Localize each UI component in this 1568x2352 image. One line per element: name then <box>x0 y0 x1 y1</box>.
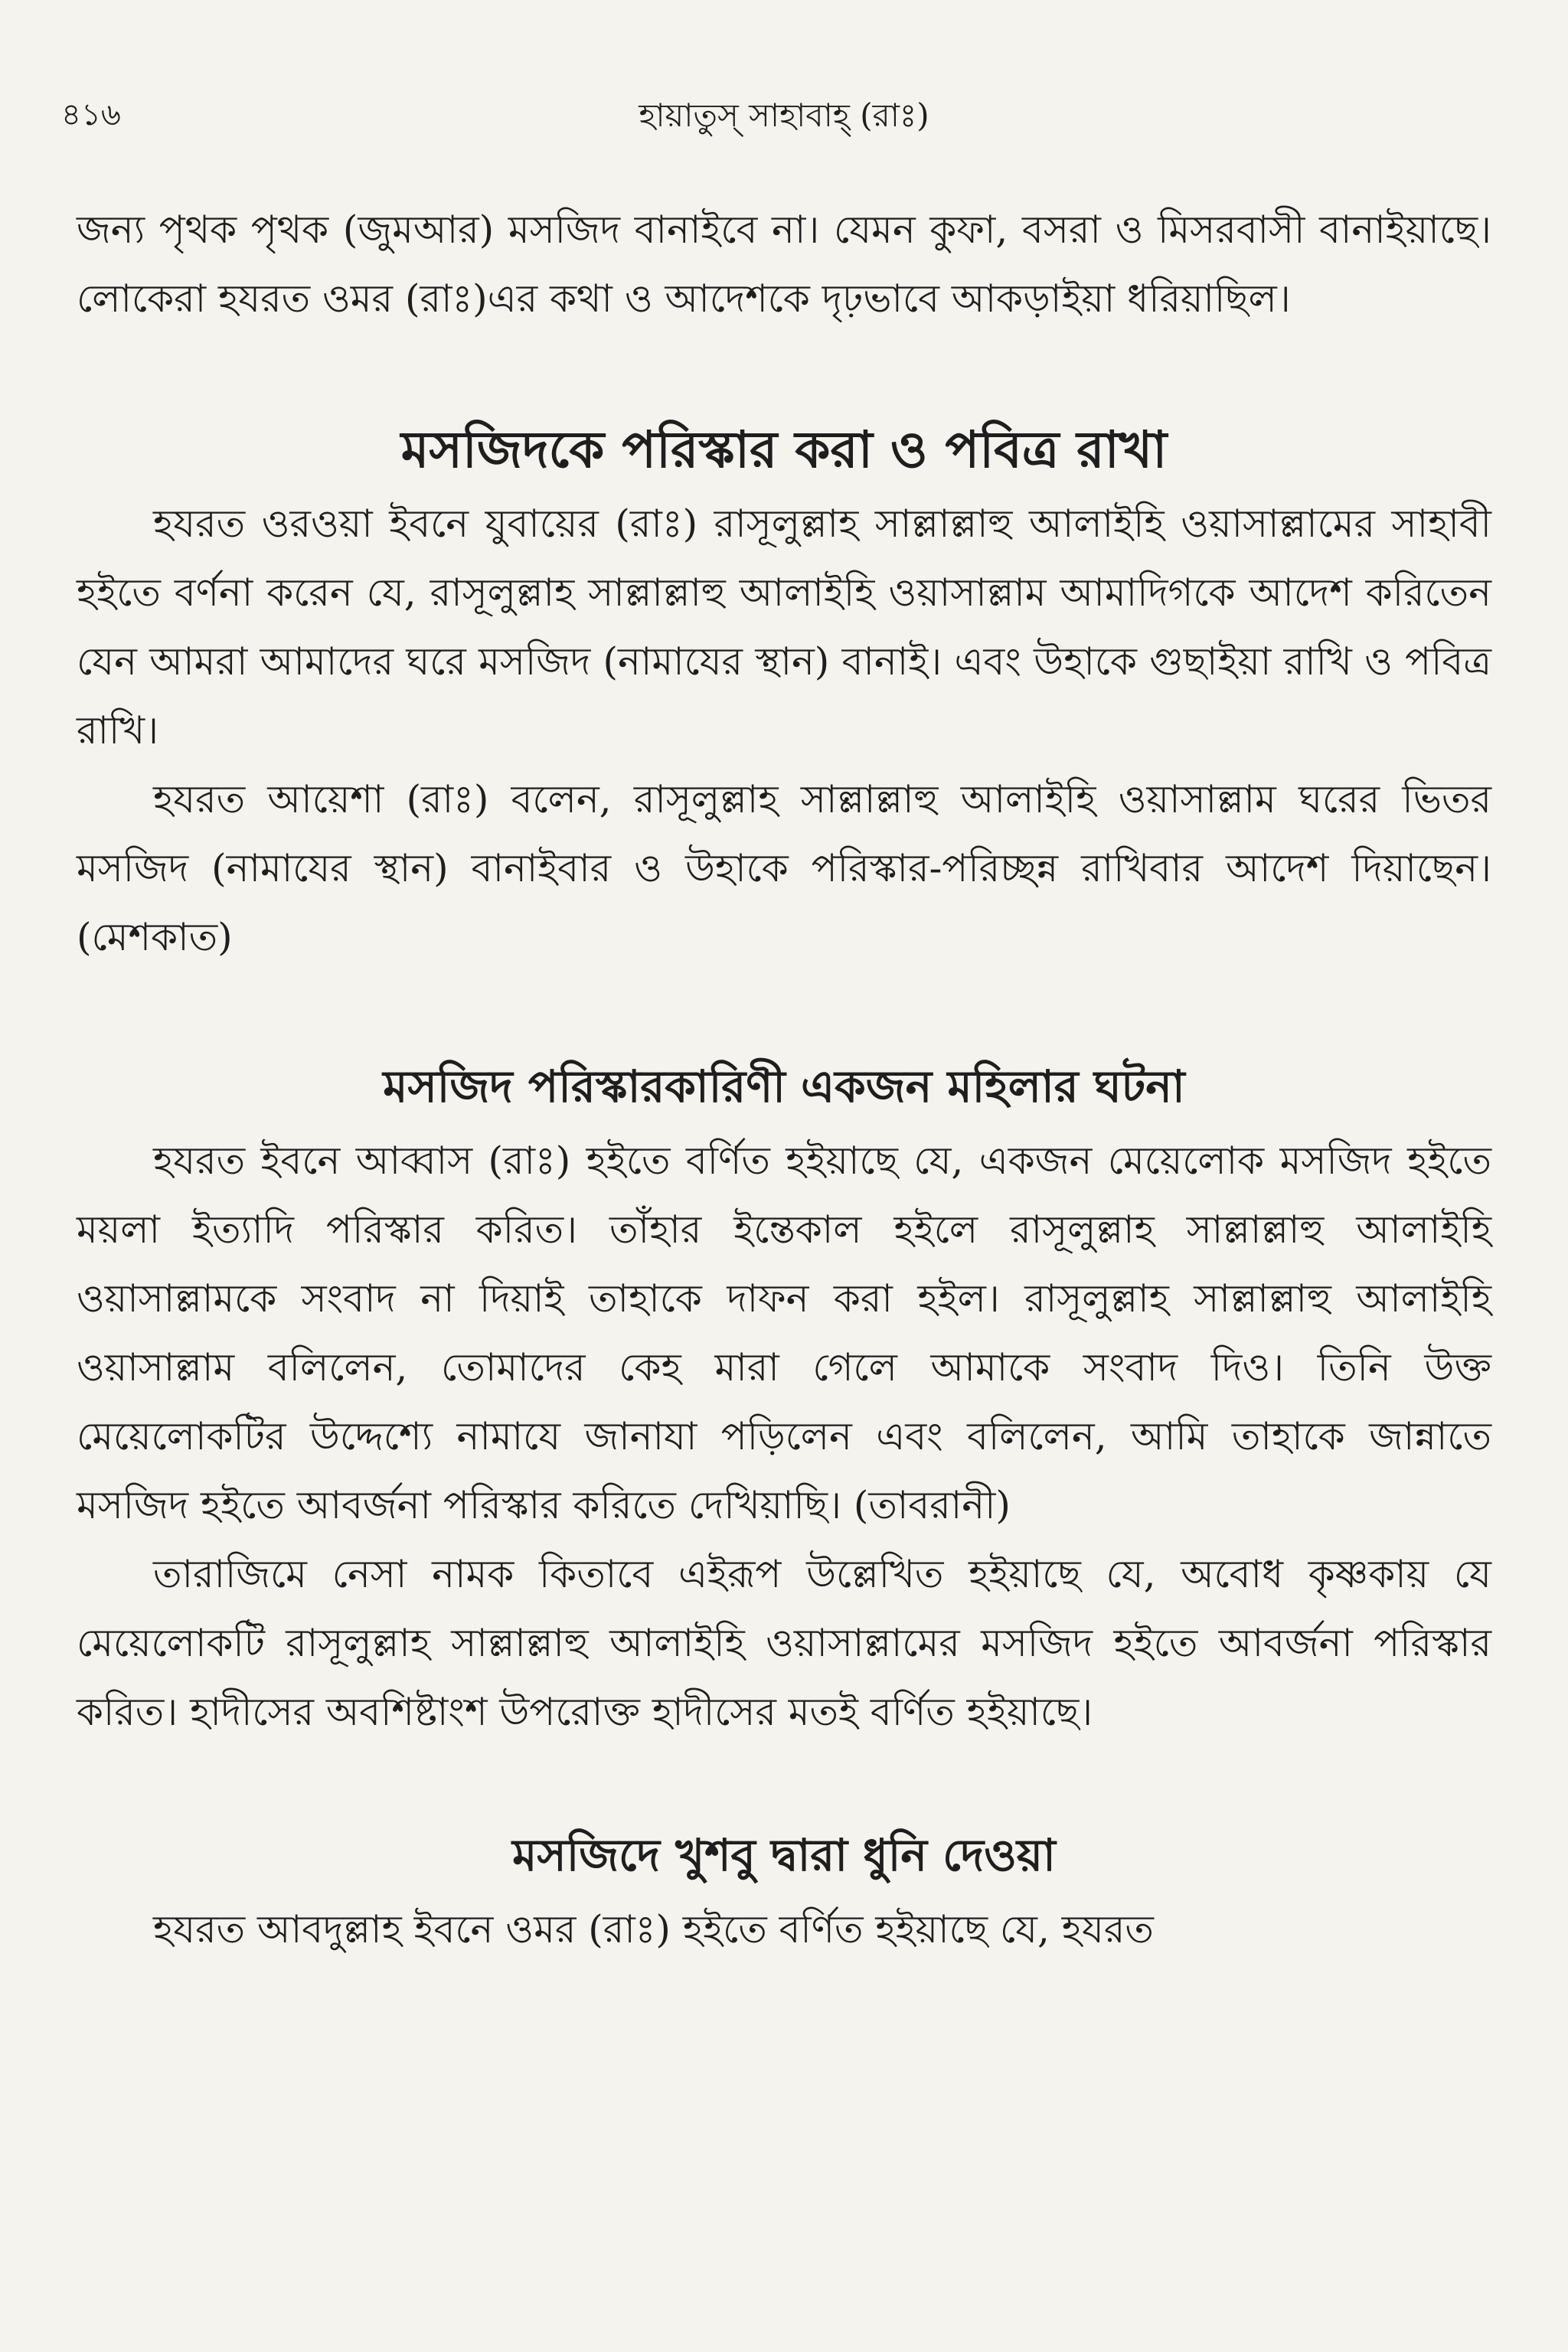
body-paragraph: হযরত আয়েশা (রাঃ) বলেন, রাসূলুল্লাহ সাল্লাল্লাহু আলাইহি ওয়াসাল্লাম ঘরের ভিতর মসজিদ (নামাযের স্থান) বানাইবার ও উহাকে পরিস্কার-পরিচ্ছন্ন রাখিবার আদেশ দিয়াছেন। (মেশকাত) <box>77 777 1491 959</box>
body-paragraph: তারাজিমে নেসা নামক কিতাবে এইরূপ উল্লেখিত হইয়াছে যে, অবোধ কৃষ্ণকায় যে মেয়েলোকটি রাসূলুল্লাহ সাল্লাল্লাহু আলাইহি ওয়াসাল্লামের মসজিদ হইতে আবর্জনা পরিস্কার করিত। হাদীসের অবশিষ্টাংশ উপরোক্ত হাদীসের মতই বর্ণিত হইয়াছে। <box>77 1552 1491 1734</box>
section-heading-incense: মসজিদে খুশবু দ্বারা ধুনি দেওয়া <box>512 1829 1056 1881</box>
body-paragraph: হযরত আবদুল্লাহ ইবনে ওমর (রাঃ) হইতে বর্ণিত হইয়াছে যে, হযরত <box>153 1907 1154 1952</box>
body-paragraph: হযরত ইবনে আব্বাস (রাঃ) হইতে বর্ণিত হইয়াছে যে, একজন মেয়েলোক মসজিদ হইতে ময়লা ইত্যাদি পরিস্কার করিত। তাঁহার ইন্তেকাল হইলে রাসূলুল্লাহ সাল্লাল্লাহু আলাইহি ওয়াসাল্লামকে সংবাদ না দিয়াই তাহাকে দাফন করা হইল। রাসূলুল্লাহ সাল্লাল্লাহু আলাইহি ওয়াসাল্লাম বলিলেন, তোমাদের কেহ মারা গেলে আমাকে সংবাদ দিও। তিনি উক্ত মেয়েলোকটির উদ্দেশ্যে নামাযে জানাযা পড়িলেন এবং বলিলেন, আমি তাহাকে জান্নাতে মসজিদ হইতে আবর্জনা পরিস্কার করিতে দেখিয়াছি। (তাবরানী) <box>77 1138 1491 1527</box>
section-heading-woman-cleaner: মসজিদ পরিস্কারকারিণী একজন মহিলার ঘটনা <box>383 1060 1185 1112</box>
body-paragraph: হযরত ওরওয়া ইবনে যুবায়ের (রাঃ) রাসূলুল্লাহ সাল্লাল্লাহু আলাইহি ওয়াসাল্লামের সাহাবী হইতে বর্ণনা করেন যে, রাসূলুল্লাহ সাল্লাল্লাহু আলাইহি ওয়াসাল্লাম আমাদিগকে আদেশ করিতেন যেন আমরা আমাদের ঘরে মসজিদ (নামাযের স্থান) বানাই। এবং উহাকে গুছাইয়া রাখি ও পবিত্র রাখি। <box>77 501 1491 753</box>
intro-paragraph: জন্য পৃথক পৃথক (জুমআর) মসজিদ বানাইবে না। যেমন কুফা, বসরা ও মিসরবাসী বানাইয়াছে। লোকেরা হযরত ওমর (রাঃ)এর কথা ও আদেশকে দৃঢ়ভাবে আকড়াইয়া ধরিয়াছিল। <box>77 207 1491 321</box>
page-number: ৪১৬ <box>61 97 121 132</box>
running-title: হায়াতুস্ সাহাবাহ্ (রাঃ) <box>639 96 929 134</box>
page-header <box>61 90 1507 152</box>
section-heading-mosque-cleaning: মসজিদকে পরিস্কার করা ও পবিত্র রাখা <box>400 420 1168 479</box>
page-body <box>77 195 1491 1964</box>
